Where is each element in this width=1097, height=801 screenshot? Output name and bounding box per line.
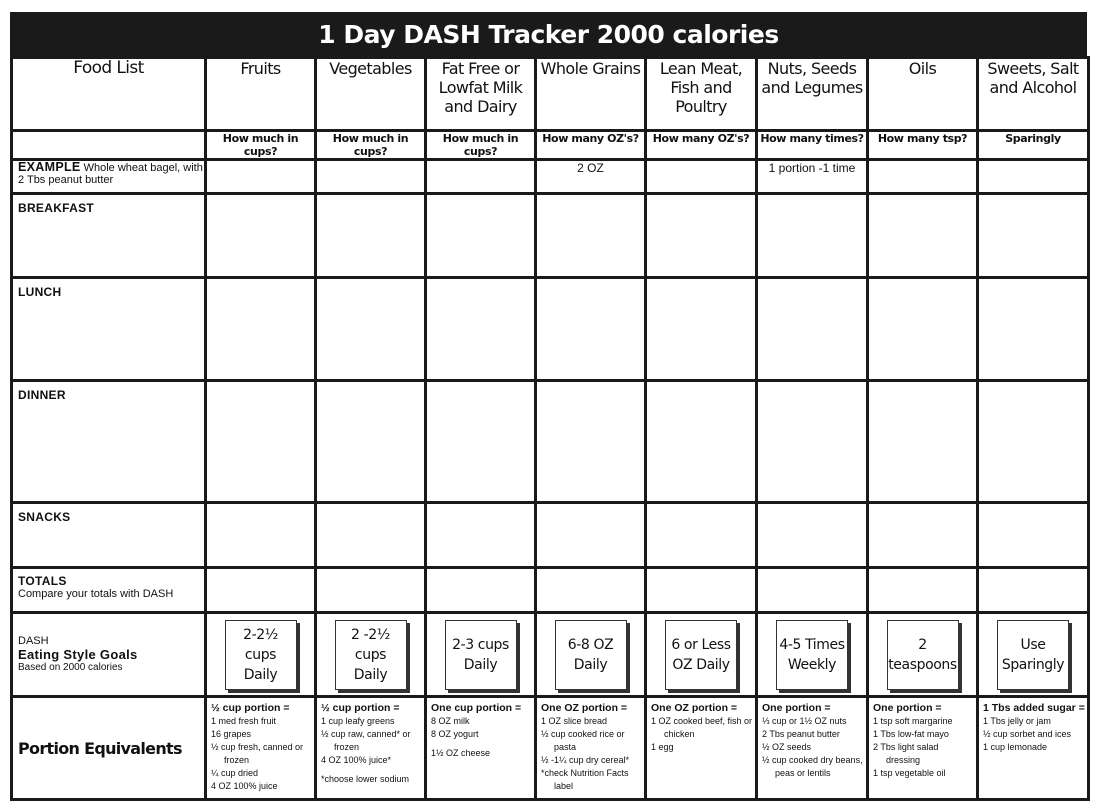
goal-amount: 2 -2½ cups [351, 626, 390, 663]
goals-label-line3: Based on 2000 calories [18, 662, 123, 673]
goal-cell-oils [868, 613, 978, 697]
goal-amount: 6-8 OZ [567, 636, 614, 653]
example-label-text: Whole wheat bagel, with 2 Tbs peanut butter [18, 162, 203, 186]
col-header-dairy: Fat Free or Lowfat Milk and Dairy [426, 58, 536, 131]
entry-cell[interactable] [536, 194, 646, 278]
col-header-meat: Lean Meat, Fish and Poultry [646, 58, 757, 131]
entry-cell[interactable] [426, 503, 536, 568]
goals-label-line1: DASH [18, 635, 49, 647]
portions-label: Portion Equivalents [12, 697, 206, 800]
portion-note: 1½ OZ cheese [431, 748, 491, 758]
portion-item: 2 Tbs light salad dressing [873, 742, 939, 765]
portion-item: 1 OZ slice bread [541, 716, 608, 726]
goal-cell-grains [536, 613, 646, 697]
measure-oils: How many tsp? [868, 131, 978, 160]
goal-cell-meat [646, 613, 757, 697]
portion-cell [206, 697, 316, 800]
portion-heading: One portion = [762, 702, 831, 714]
example-label-bold: EXAMPLE [18, 160, 81, 174]
example-cell [646, 160, 757, 194]
portion-item: ¼ cup dried [211, 768, 259, 778]
entry-cell[interactable] [316, 381, 426, 503]
portion-item: 1 egg [651, 742, 674, 752]
goal-box [776, 620, 848, 690]
entry-cell[interactable] [978, 381, 1089, 503]
col-header-grains: Whole Grains [536, 58, 646, 131]
portion-item: ½ -1¼ cup dry cereal* [541, 755, 630, 765]
entry-cell[interactable] [646, 278, 757, 381]
goal-box [887, 620, 959, 690]
example-cell [206, 160, 316, 194]
measure-meat: How many OZ's? [646, 131, 757, 160]
example-nuts-value: 1 portion -1 time [757, 160, 868, 194]
portions-row [12, 697, 1089, 800]
entry-cell[interactable] [426, 194, 536, 278]
portion-list [651, 715, 753, 754]
portion-heading: ½ cup portion = [211, 702, 290, 714]
measure-dairy: How much in cups? [426, 131, 536, 160]
goal-amount: 2-3 cups [452, 636, 509, 653]
portion-cell [536, 697, 646, 800]
goal-box [225, 620, 297, 690]
portion-item: 4 OZ 100% juice [211, 781, 278, 791]
portion-list [873, 715, 974, 780]
measure-blank [12, 131, 206, 160]
measure-fruits: How much in cups? [206, 131, 316, 160]
goal-frequency: Daily [463, 656, 498, 673]
portion-list [541, 715, 642, 793]
portion-item: 1 cup leafy greens [321, 716, 395, 726]
goal-cell-dairy [426, 613, 536, 697]
portion-item: ½ cup cooked dry beans, peas or lentils [762, 755, 863, 778]
goal-box [445, 620, 517, 690]
example-row [12, 160, 1089, 194]
entry-cell[interactable] [978, 278, 1089, 381]
tracker-table [10, 56, 1090, 801]
entry-cell[interactable] [426, 278, 536, 381]
goal-frequency: Weekly [787, 656, 837, 673]
dinner-row [12, 381, 1089, 503]
dinner-label: DINNER [12, 381, 206, 503]
portion-item: ½ cup sorbet and ices [983, 729, 1072, 739]
goal-cell-fruits [206, 613, 316, 697]
example-cell [978, 160, 1089, 194]
portion-item: 8 OZ yogurt [431, 729, 479, 739]
example-cell [868, 160, 978, 194]
entry-cell[interactable] [536, 381, 646, 503]
entry-cell[interactable] [646, 503, 757, 568]
portion-heading: ½ cup portion = [321, 702, 400, 714]
goal-cell-vegetables [316, 613, 426, 697]
goal-frequency: Daily [573, 656, 608, 673]
portion-item: ⅓ cup or 1½ OZ nuts [762, 716, 847, 726]
measure-vegetables: How much in cups? [316, 131, 426, 160]
totals-row [12, 568, 1089, 613]
portion-item: 1 Tbs jelly or jam [983, 716, 1051, 726]
col-header-fruits: Fruits [206, 58, 316, 131]
entry-cell[interactable] [868, 278, 978, 381]
total-cell[interactable] [868, 568, 978, 613]
goal-cell-sweets [978, 613, 1089, 697]
portion-heading: 1 Tbs added sugar = [983, 702, 1085, 714]
totals-label [12, 568, 206, 613]
total-cell[interactable] [206, 568, 316, 613]
entry-cell[interactable] [757, 194, 868, 278]
portion-cell [316, 697, 426, 800]
goals-label [12, 613, 206, 697]
portion-note: *choose lower sodium [321, 774, 410, 784]
example-cell [426, 160, 536, 194]
portion-cell [868, 697, 978, 800]
portion-list [431, 715, 532, 741]
portion-heading: One OZ portion = [541, 702, 628, 714]
col-header-oils: Oils [868, 58, 978, 131]
example-cell [316, 160, 426, 194]
breakfast-row [12, 194, 1089, 278]
goal-amount: 2-2½ cups [243, 626, 278, 663]
portion-cell [646, 697, 757, 800]
entry-cell[interactable] [316, 278, 426, 381]
page-title: 1 Day DASH Tracker 2000 calories [10, 12, 1087, 56]
goals-row [12, 613, 1089, 697]
portion-item: ½ cup cooked rice or pasta [541, 729, 625, 752]
portion-heading: One OZ portion = [651, 702, 738, 714]
portion-item: 2 Tbs peanut butter [762, 729, 840, 739]
entry-cell[interactable] [757, 381, 868, 503]
portion-list [762, 715, 864, 780]
entry-cell[interactable] [316, 503, 426, 568]
portion-item: 1 med fresh fruit [211, 716, 277, 726]
entry-cell[interactable] [206, 381, 316, 503]
goal-cell-nuts [757, 613, 868, 697]
snacks-row [12, 503, 1089, 568]
portion-item: 1 OZ cooked beef, fish or chicken [651, 716, 753, 739]
lunch-label: LUNCH [12, 278, 206, 381]
total-cell[interactable] [646, 568, 757, 613]
entry-cell[interactable] [426, 381, 536, 503]
measure-grains: How many OZ's? [536, 131, 646, 160]
total-cell[interactable] [536, 568, 646, 613]
measure-nuts: How many times? [757, 131, 868, 160]
col-header-sweets: Sweets, Salt and Alcohol [978, 58, 1089, 131]
entry-cell[interactable] [316, 194, 426, 278]
portion-cell [426, 697, 536, 800]
example-grains-value: 2 OZ [536, 160, 646, 194]
entry-cell[interactable] [978, 194, 1089, 278]
header-row [12, 58, 1089, 131]
entry-cell[interactable] [206, 194, 316, 278]
entry-cell[interactable] [206, 503, 316, 568]
portion-list [321, 715, 422, 767]
portion-cell [757, 697, 868, 800]
portion-heading: One cup portion = [431, 702, 522, 714]
goal-box [555, 620, 627, 690]
entry-cell[interactable] [868, 381, 978, 503]
entry-cell[interactable] [868, 503, 978, 568]
goal-frequency: teaspoons [888, 656, 957, 673]
measure-row [12, 131, 1089, 160]
lunch-row [12, 278, 1089, 381]
portion-item: ½ cup raw, canned* or frozen [321, 729, 411, 752]
goal-amount: 6 or Less [671, 636, 731, 653]
example-label [12, 160, 206, 194]
portion-item: 4 OZ 100% juice* [321, 755, 392, 765]
entry-cell[interactable] [978, 503, 1089, 568]
portion-item: *check Nutrition Facts label [541, 768, 629, 791]
goal-amount: 4-5 Times [779, 636, 845, 653]
portion-item: ½ cup fresh, canned or frozen [211, 742, 304, 765]
goal-frequency: Sparingly [1001, 656, 1065, 673]
entry-cell[interactable] [868, 194, 978, 278]
goal-frequency: Daily [353, 666, 388, 683]
portion-list [211, 715, 312, 793]
portion-item: 1 tsp vegetable oil [873, 768, 946, 778]
portion-item: 8 OZ milk [431, 716, 470, 726]
breakfast-label: BREAKFAST [12, 194, 206, 278]
goal-frequency: OZ Daily [672, 656, 730, 673]
goal-box [997, 620, 1069, 690]
entry-cell[interactable] [757, 278, 868, 381]
goal-amount: 2 [918, 636, 927, 653]
portion-cell [978, 697, 1089, 800]
col-header-nuts: Nuts, Seeds and Legumes [757, 58, 868, 131]
portion-item: 1 cup lemonade [983, 742, 1048, 752]
goal-frequency: Daily [243, 666, 278, 683]
col-header-vegetables: Vegetables [316, 58, 426, 131]
portion-list [983, 715, 1085, 754]
entry-cell[interactable] [536, 278, 646, 381]
total-cell[interactable] [316, 568, 426, 613]
portion-item: 1 Tbs low-fat mayo [873, 729, 949, 739]
entry-cell[interactable] [646, 381, 757, 503]
entry-cell[interactable] [646, 194, 757, 278]
portion-heading: One portion = [873, 702, 942, 714]
entry-cell[interactable] [536, 503, 646, 568]
totals-subtext: Compare your totals with DASH [18, 588, 174, 600]
snacks-label: SNACKS [12, 503, 206, 568]
total-cell[interactable] [757, 568, 868, 613]
food-list-header: Food List [12, 58, 206, 131]
entry-cell[interactable] [757, 503, 868, 568]
goal-amount: Use [1020, 636, 1046, 653]
portion-item: 1 tsp soft margarine [873, 716, 953, 726]
total-cell[interactable] [426, 568, 536, 613]
total-cell[interactable] [978, 568, 1089, 613]
portion-item: 16 grapes [211, 729, 252, 739]
goals-label-line2: Eating Style Goals [18, 647, 138, 662]
measure-sweets: Sparingly [978, 131, 1089, 160]
portion-item: ½ OZ seeds [762, 742, 812, 752]
goal-box [335, 620, 407, 690]
goal-box [665, 620, 737, 690]
totals-title: TOTALS [18, 574, 67, 588]
entry-cell[interactable] [206, 278, 316, 381]
